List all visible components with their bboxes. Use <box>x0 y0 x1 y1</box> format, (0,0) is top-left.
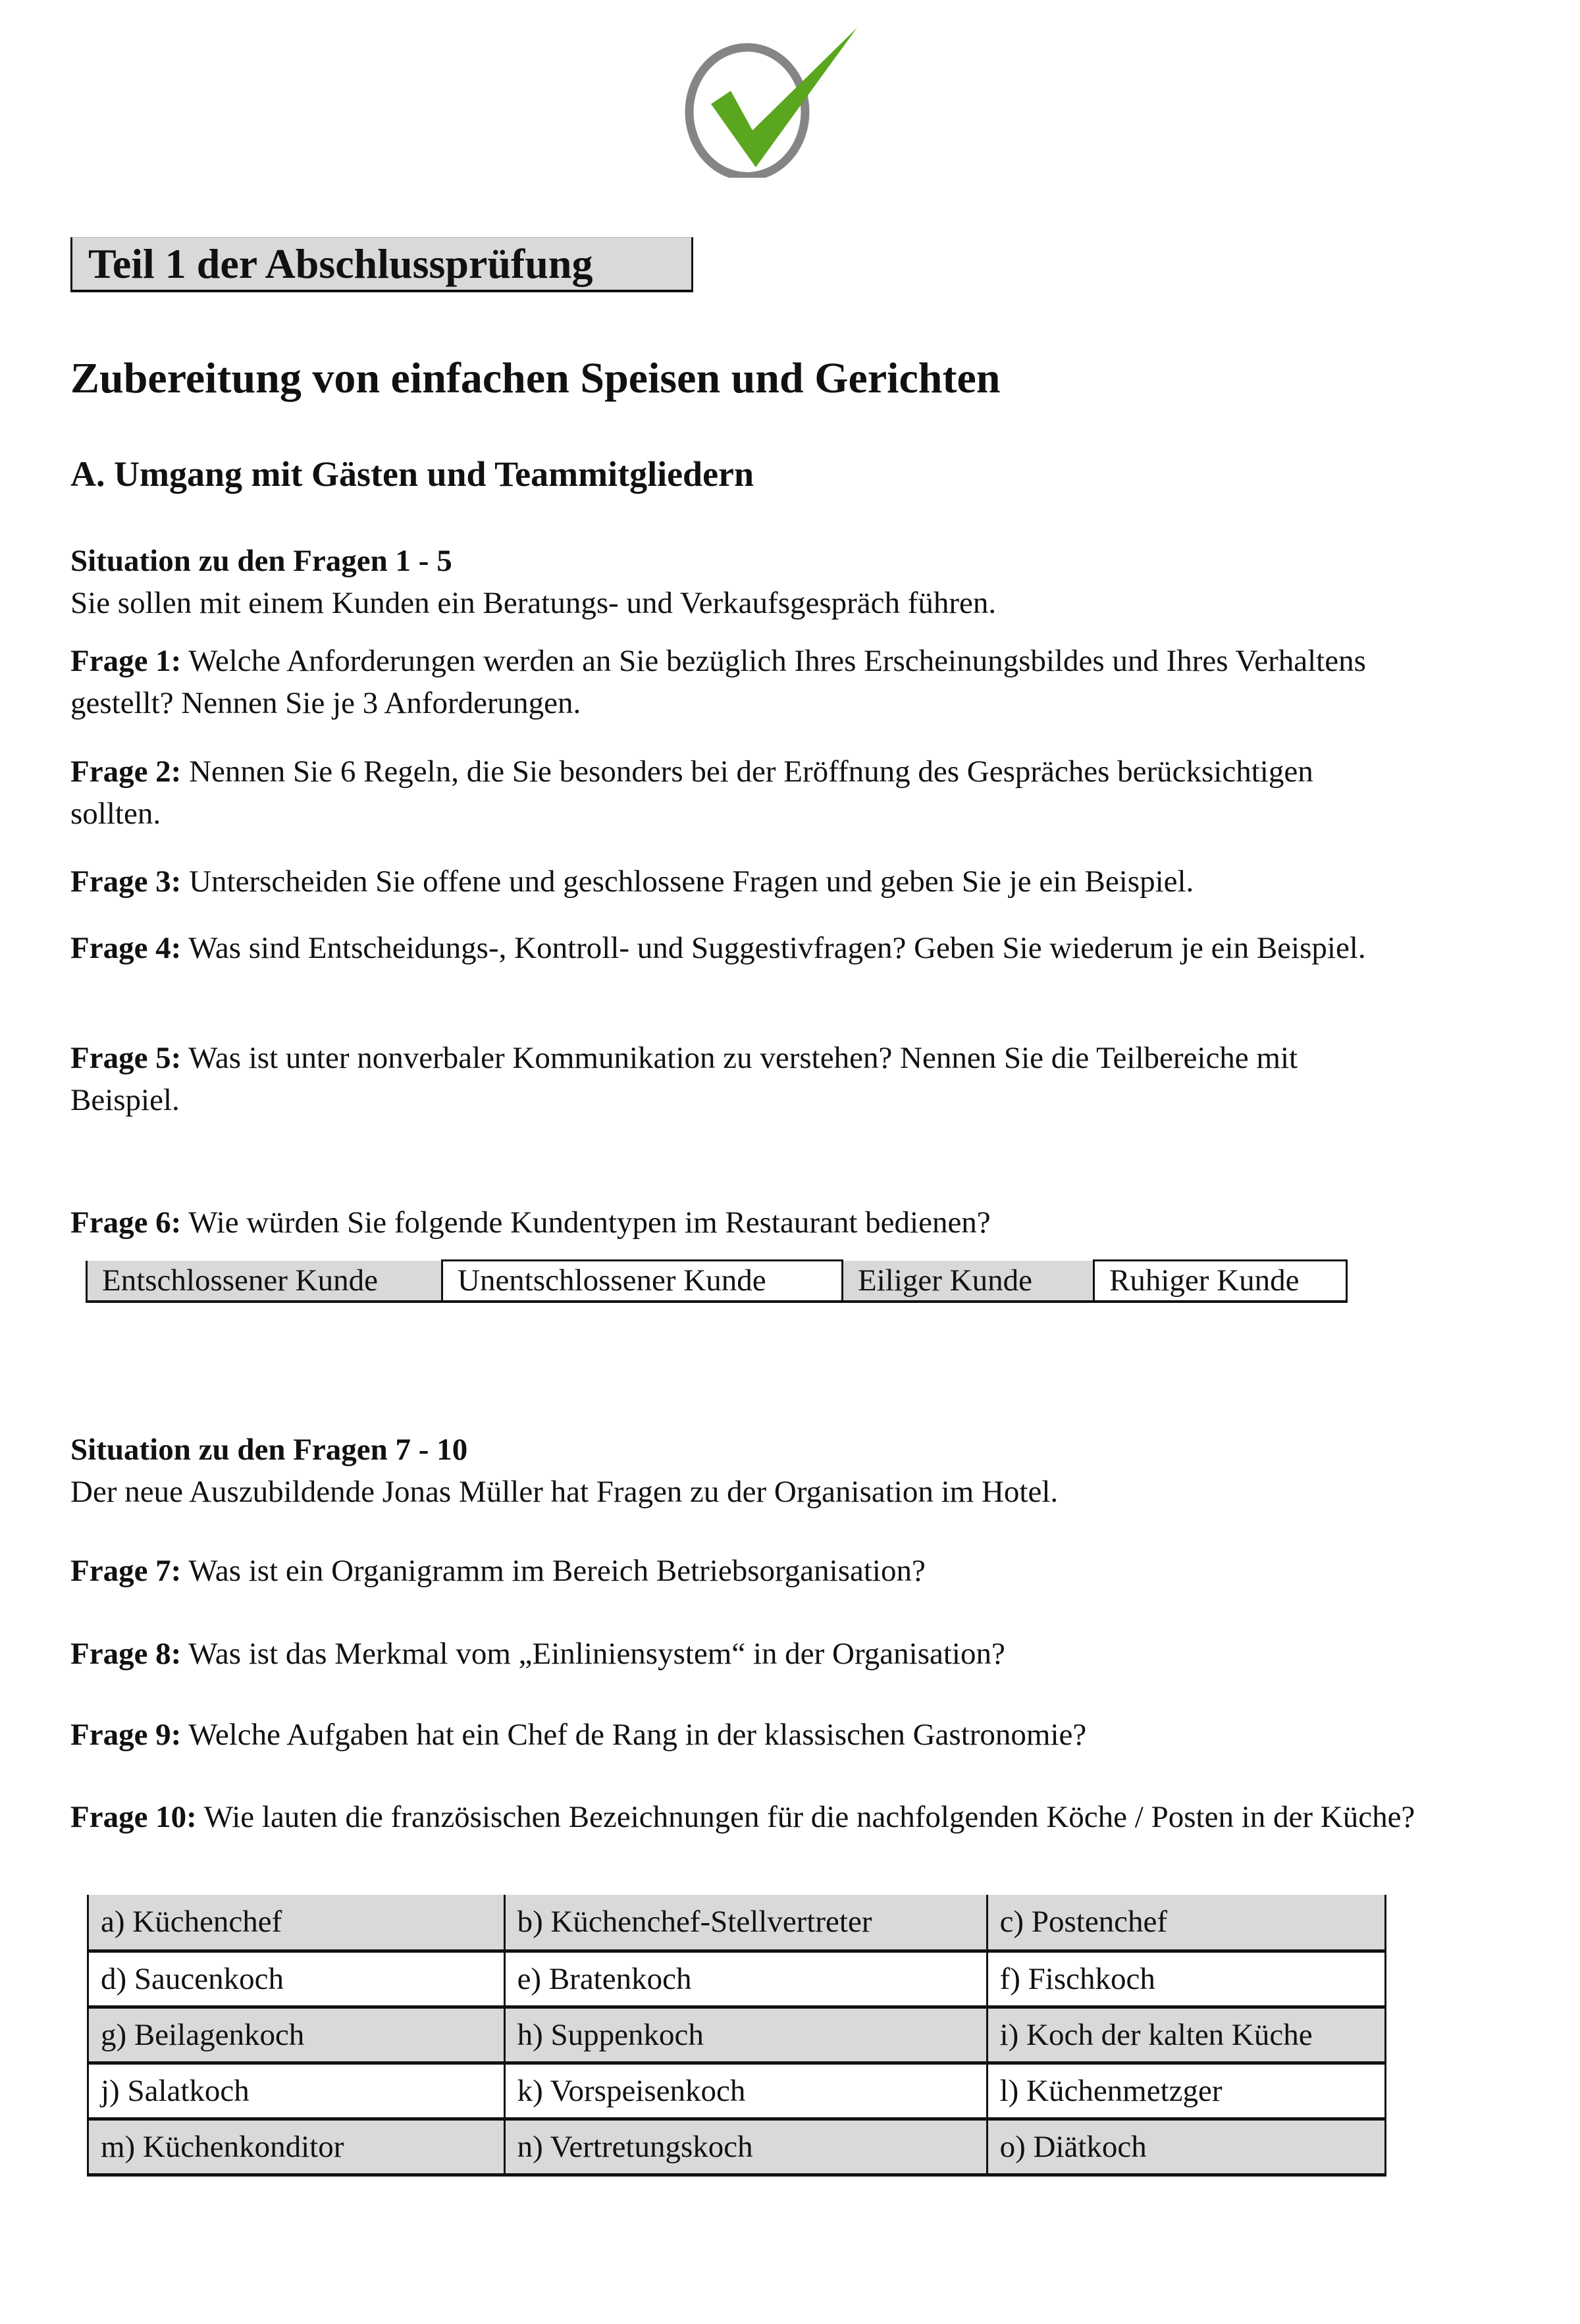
situation-1-text: Sie sollen mit einem Kunden ein Beratungs- und Verkaufsgespräch führen. <box>70 586 997 620</box>
situation-2-text: Der neue Auszubildende Jonas Müller hat Fragen zu der Organisation im Hotel. <box>70 1475 1059 1509</box>
situation-1-title: Situation zu den Fragen 1 - 5 <box>70 544 452 578</box>
table-cell: c) Postenchef <box>987 1895 1385 1951</box>
question-label: Frage 2: <box>70 754 182 789</box>
table-cell: e) Bratenkoch <box>504 1951 987 2007</box>
question-2 <box>70 751 1321 835</box>
situation-2-title: Situation zu den Fragen 7 - 10 <box>70 1433 468 1467</box>
question-text: Welche Anforderungen werden an Sie bezüglich Ihres Erscheinungsbildes und Ihres Verhaltens gestellt? Nennen Sie je 3 Anforderungen. <box>70 644 1366 720</box>
table-row <box>88 1895 1386 1951</box>
table-cell: o) Diätkoch <box>987 2119 1385 2175</box>
question-3 <box>70 860 1466 903</box>
question-text: Was ist das Merkmal vom „Einliniensystem“ in der Organisation? <box>181 1637 1005 1671</box>
question-4 <box>70 927 1381 969</box>
question-text: Nennen Sie 6 Regeln, die Sie besonders bei der Eröffnung des Gespräches berücksichtigen sollten. <box>70 754 1313 831</box>
section-a-heading: A. Umgang mit Gästen und Teammitgliedern <box>70 454 754 494</box>
question-9 <box>70 1714 1466 1756</box>
situation-2-block <box>70 1429 1466 1513</box>
question-label: Frage 5: <box>70 1041 182 1075</box>
question-8 <box>70 1633 1466 1675</box>
customer-type-cell: Eiliger Kunde <box>843 1261 1094 1302</box>
customer-type-cell: Unentschlossener Kunde <box>442 1261 843 1302</box>
question-label: Frage 3: <box>70 864 182 899</box>
table-cell: h) Suppenkoch <box>504 2007 987 2063</box>
question-5 <box>70 1037 1321 1121</box>
question-text: Was ist unter nonverbaler Kommunikation zu verstehen? Nennen Sie die Teilbereiche mit Beispiel. <box>70 1041 1298 1117</box>
question-text: Wie würden Sie folgende Kundentypen im Restaurant bedienen? <box>181 1205 991 1240</box>
document-heading: Zubereitung von einfachen Speisen und Gerichten <box>70 354 1001 402</box>
question-label: Frage 8: <box>70 1637 182 1671</box>
table-cell: l) Küchenmetzger <box>987 2063 1385 2119</box>
question-text: Was ist ein Organigramm im Bereich Betriebsorganisation? <box>181 1554 926 1588</box>
customer-type-cell: Entschlossener Kunde <box>87 1261 442 1302</box>
question-text: Unterscheiden Sie offene und geschlossene Fragen und geben Sie je ein Beispiel. <box>181 864 1194 899</box>
question-label: Frage 7: <box>70 1554 182 1588</box>
table-row <box>88 1951 1386 2007</box>
table-cell: j) Salatkoch <box>88 2063 505 2119</box>
question-label: Frage 1: <box>70 644 182 678</box>
table-cell: i) Koch der kalten Küche <box>987 2007 1385 2063</box>
question-6 <box>70 1202 1466 1244</box>
exam-part-title: Teil 1 der Abschlussprüfung <box>70 237 693 292</box>
kitchen-positions-table <box>87 1895 1386 2177</box>
situation-1-block <box>70 540 1466 624</box>
question-label: Frage 10: <box>70 1800 197 1834</box>
table-cell: f) Fischkoch <box>987 1951 1385 2007</box>
question-label: Frage 6: <box>70 1205 182 1240</box>
question-label: Frage 4: <box>70 931 182 965</box>
table-cell: d) Saucenkoch <box>88 1951 505 2007</box>
table-cell: k) Vorspeisenkoch <box>504 2063 987 2119</box>
question-text: Welche Aufgaben hat ein Chef de Rang in der klassischen Gastronomie? <box>181 1718 1087 1752</box>
table-row <box>88 2063 1386 2119</box>
table-cell: a) Küchenchef <box>88 1895 505 1951</box>
table-row <box>88 2007 1386 2063</box>
question-text: Was sind Entscheidungs-, Kontroll- und Suggestivfragen? Geben Sie wiederum je ein Beispiel. <box>181 931 1366 965</box>
question-10 <box>70 1796 1466 1838</box>
question-1 <box>70 640 1466 724</box>
table-row <box>88 2119 1386 2175</box>
table-cell: m) Küchenkonditor <box>88 2119 505 2175</box>
question-label: Frage 9: <box>70 1718 182 1752</box>
check-circle-icon <box>685 20 862 178</box>
customer-type-cell: Ruhiger Kunde <box>1094 1261 1347 1302</box>
question-text: Wie lauten die französischen Bezeichnungen für die nachfolgenden Köche / Posten in der Küche? <box>196 1800 1415 1834</box>
customer-types-table <box>86 1259 1348 1303</box>
question-7 <box>70 1550 1466 1592</box>
table-cell: b) Küchenchef-Stellvertreter <box>504 1895 987 1951</box>
table-cell: g) Beilagenkoch <box>88 2007 505 2063</box>
table-cell: n) Vertretungskoch <box>504 2119 987 2175</box>
